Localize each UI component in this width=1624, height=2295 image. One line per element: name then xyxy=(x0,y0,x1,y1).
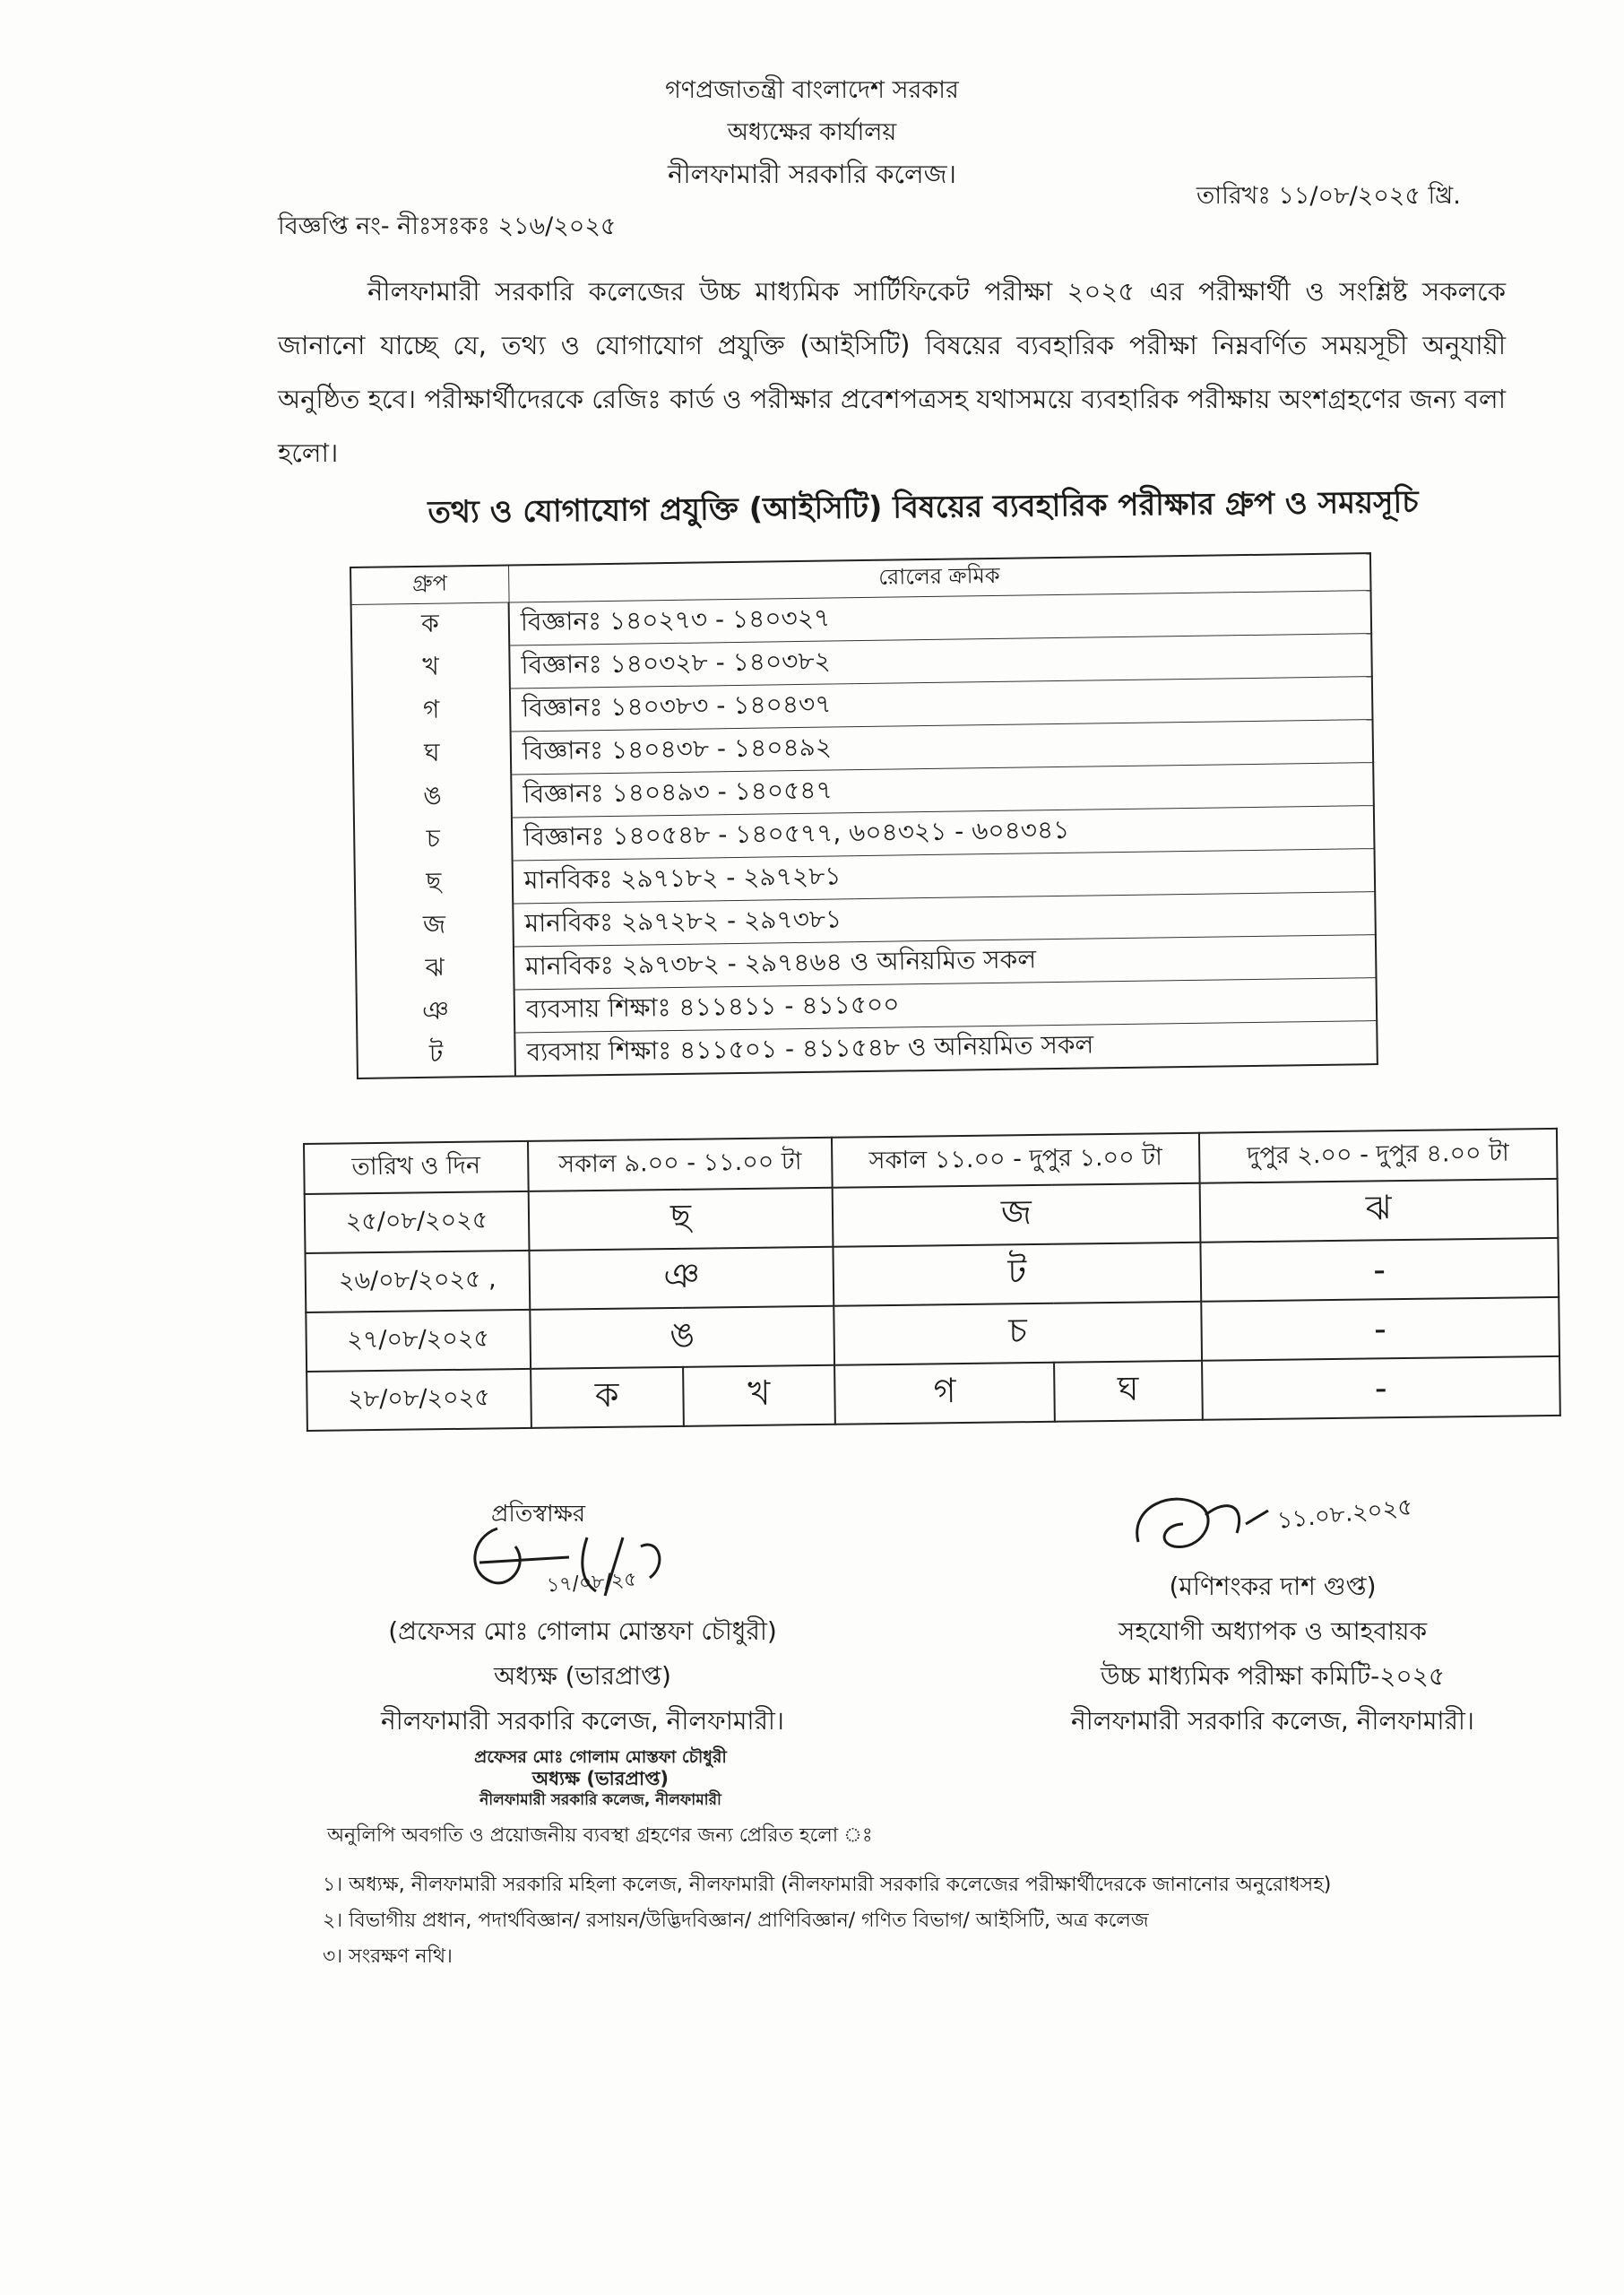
group-cell: গ xyxy=(352,688,511,733)
slot2-header: সকাল ১১.০০ - দুপুর ১.০০ টা xyxy=(832,1133,1199,1188)
principal-name: (প্রফেসর মোঃ গোলাম মোস্তফা চৌধুরী) xyxy=(388,1616,777,1646)
slot3-group: ঝ xyxy=(1199,1179,1558,1243)
group-header: গ্রুপ xyxy=(350,566,509,605)
roll-range-cell: বিজ্ঞানঃ ১৪০৪৩৮ - ১৪০৪৯২ xyxy=(511,720,1374,775)
roll-range-cell: বিজ্ঞানঃ ১৪০৩২৮ - ১৪০৩৮২ xyxy=(509,634,1372,688)
roll-header: রোলের ক্রমিক xyxy=(508,553,1370,602)
slot1-group: ছ xyxy=(529,1188,834,1251)
slot1-header: সকাল ৯.০০ - ১১.০০ টা xyxy=(528,1138,833,1191)
group-cell: ঙ xyxy=(353,775,512,819)
schedule-title: তথ্য ও যোগাযোগ প্রযুক্তি (আইসিটি) বিষয়ের ব্যবহারিক পরীক্ষার গ্রুপ ও সময়সূচি xyxy=(428,484,1419,531)
college-title: নীলফামারী সরকারি কলেজ। xyxy=(668,159,956,189)
slot3-group: - xyxy=(1202,1356,1560,1420)
group-roll-table xyxy=(350,552,1378,1079)
convener-committee: উচ্চ মাধ্যমিক পরীক্ষা কমিটি-২০২৫ xyxy=(1100,1661,1446,1691)
roll-range-cell: বিজ্ঞানঃ ১৪০৩৮৩ - ১৪০৪৩৭ xyxy=(510,677,1373,732)
notice-date: তারিখঃ ১১/০৮/২০২৫ খ্রি. xyxy=(1196,182,1461,210)
roll-range-cell: ব্যবসায় শিক্ষাঃ ৪১১৪১১ - ৪১১৫০০ xyxy=(514,978,1378,1033)
slot1a-group: ক xyxy=(531,1367,684,1428)
roll-range-cell: মানবিকঃ ২৯৭৩৮২ - ২৯৭৪৬৪ ও অনিয়মিত সকল xyxy=(514,935,1377,990)
slot3-group: - xyxy=(1200,1238,1559,1302)
principal-designation: অধ্যক্ষ (ভারপ্রাপ্ত) xyxy=(494,1661,671,1691)
exam-schedule-table xyxy=(303,1128,1561,1432)
group-cell: ঝ xyxy=(356,947,514,992)
office-title: অধ্যক্ষের কার্যালয় xyxy=(727,118,897,146)
countersign-label: প্রতিস্বাক্ষর xyxy=(491,1501,586,1528)
principal-institution: নীলফামারী সরকারি কলেজ, নীলফামারী। xyxy=(381,1706,784,1736)
convener-block xyxy=(1040,1564,1506,1744)
slot2b-group: ঘ xyxy=(1054,1361,1203,1422)
slot1-group: ঙ xyxy=(530,1306,834,1369)
convener-designation: সহযোগী অধ্যাপক ও আহবায়ক xyxy=(1118,1616,1428,1646)
roll-range-cell: বিজ্ঞানঃ ১৪০২৭৩ - ১৪০৩২৭ xyxy=(509,591,1372,645)
principal-block xyxy=(332,1609,834,1744)
group-cell: ছ xyxy=(355,861,514,905)
slot3-group: - xyxy=(1201,1297,1559,1361)
roll-range-cell: মানবিকঃ ২৯৭২৮২ - ২৯৭৩৮১ xyxy=(513,892,1376,947)
stamp-line-2: অধ্যক্ষ (ভারপ্রাপ্ত) xyxy=(532,1768,669,1789)
cc-label: অনুলিপি অবগতি ও প্রয়োজনীয় ব্যবস্থা গ্রহণের জন্য প্রেরিত হলো ঃ xyxy=(327,1824,873,1847)
principal-signature-date: ১৭/০৮/২৫ xyxy=(546,1568,638,1598)
slot1-group: ঞ xyxy=(529,1247,834,1310)
group-cell: ঞ xyxy=(357,990,515,1035)
slot3-header: দুপুর ২.০০ - দুপুর ৪.০০ টা xyxy=(1199,1129,1558,1183)
cc-item: ৩। সংরক্ষণ নথি। xyxy=(323,1945,453,1968)
cc-item: ১। অধ্যক্ষ, নীলফামারী সরকারি মহিলা কলেজ, নীলফামারী (নীলফামারী সরকারি কলেজের পরীক্ষার্থীদেরকে জানানোর অনুরোধসহ) xyxy=(323,1874,1332,1896)
date-cell: ২৬/০৮/২০২৫ , xyxy=(306,1251,531,1312)
stamp-line-3: নীলফামারী সরকারি কলেজ, নীলফামারী xyxy=(479,1791,721,1809)
group-cell: ঘ xyxy=(353,732,512,776)
date-cell: ২৫/০৮/২০২৫ xyxy=(305,1191,530,1253)
notice-body xyxy=(278,264,1506,480)
slot1b-group: খ xyxy=(683,1365,836,1426)
convener-name: (মণিশংকর দাশ গুপ্ত) xyxy=(1169,1572,1377,1601)
slot2-group: ট xyxy=(834,1243,1201,1306)
roll-range-cell: ব্যবসায় শিক্ষাঃ ৪১১৫০১ - ৪১১৫৪৮ ও অনিয়মিত সকল xyxy=(514,1021,1378,1077)
slot2-group: জ xyxy=(833,1183,1200,1247)
date-cell: ২৭/০৮/২০২৫ xyxy=(306,1310,531,1372)
group-cell: ট xyxy=(357,1033,515,1078)
group-cell: জ xyxy=(355,904,514,948)
notice-body-text: নীলফামারী সরকারি কলেজের উচ্চ মাধ্যমিক সার্টিফিকেট পরীক্ষা ২০২৫ এর পরীক্ষার্থী ও সংশ্লিষ্ট সকলকে জানানো যাচ্ছে যে, তথ্য ও যোগাযোগ প্রযুক্তি (আইসিটি) বিষয়ের ব্যবহারিক পরীক্ষা নিম্নবর্ণিত সময়সূচী অনুযায়ী অনুষ্ঠিত হবে। পরীক্ষার্থীদেরকে রেজিঃ কার্ড ও পরীক্ষার প্রবেশপত্রসহ যথাসময়ে ব্যবহারিক পরীক্ষায় অংশগ্রহণের জন্য বলা হলো। xyxy=(278,276,1506,468)
notice-number: বিজ্ঞপ্তি নং- নীঃসঃকঃ ২১৬/২০২৫ xyxy=(278,212,617,240)
convener-institution: নীলফামারী সরকারি কলেজ, নীলফামারী। xyxy=(1071,1706,1474,1736)
group-cell: চ xyxy=(354,818,513,862)
cc-item: ২। বিভাগীয় প্রধান, পদার্থবিজ্ঞান/ রসায়ন/উদ্ভিদবিজ্ঞান/ প্রাণিবিজ্ঞান/ গণিত বিভাগ/ আইসিটি, অত্র কলেজ xyxy=(323,1910,1149,1932)
date-day-header: তারিখ ও দিন xyxy=(304,1141,528,1194)
roll-range-cell: বিজ্ঞানঃ ১৪০৪৯৩ - ১৪০৫৪৭ xyxy=(511,763,1374,818)
stamp-line-1: প্রফেসর মোঃ গোলাম মোস্তফা চৌধুরী xyxy=(474,1747,727,1767)
slot2-group: চ xyxy=(834,1302,1202,1365)
principal-stamp xyxy=(421,1746,780,1811)
roll-range-cell: বিজ্ঞানঃ ১৪০৫৪৮ - ১৪০৫৭৭, ৬০৪৩২১ - ৬০৪৩৪১ xyxy=(512,806,1375,861)
group-cell: খ xyxy=(351,645,510,690)
date-cell: ২৮/০৮/২০২৫ xyxy=(307,1369,531,1431)
convener-signature-date: ১১.০৮.২০২৫ xyxy=(1275,1494,1414,1535)
roll-range-cell: মানবিকঃ ২৯৭১৮২ - ২৯৭২৮১ xyxy=(513,849,1376,904)
group-cell: ক xyxy=(351,602,510,647)
govt-title: গণপ্রজাতন্ত্রী বাংলাদেশ সরকার xyxy=(665,76,959,104)
slot2a-group: গ xyxy=(834,1363,1054,1425)
